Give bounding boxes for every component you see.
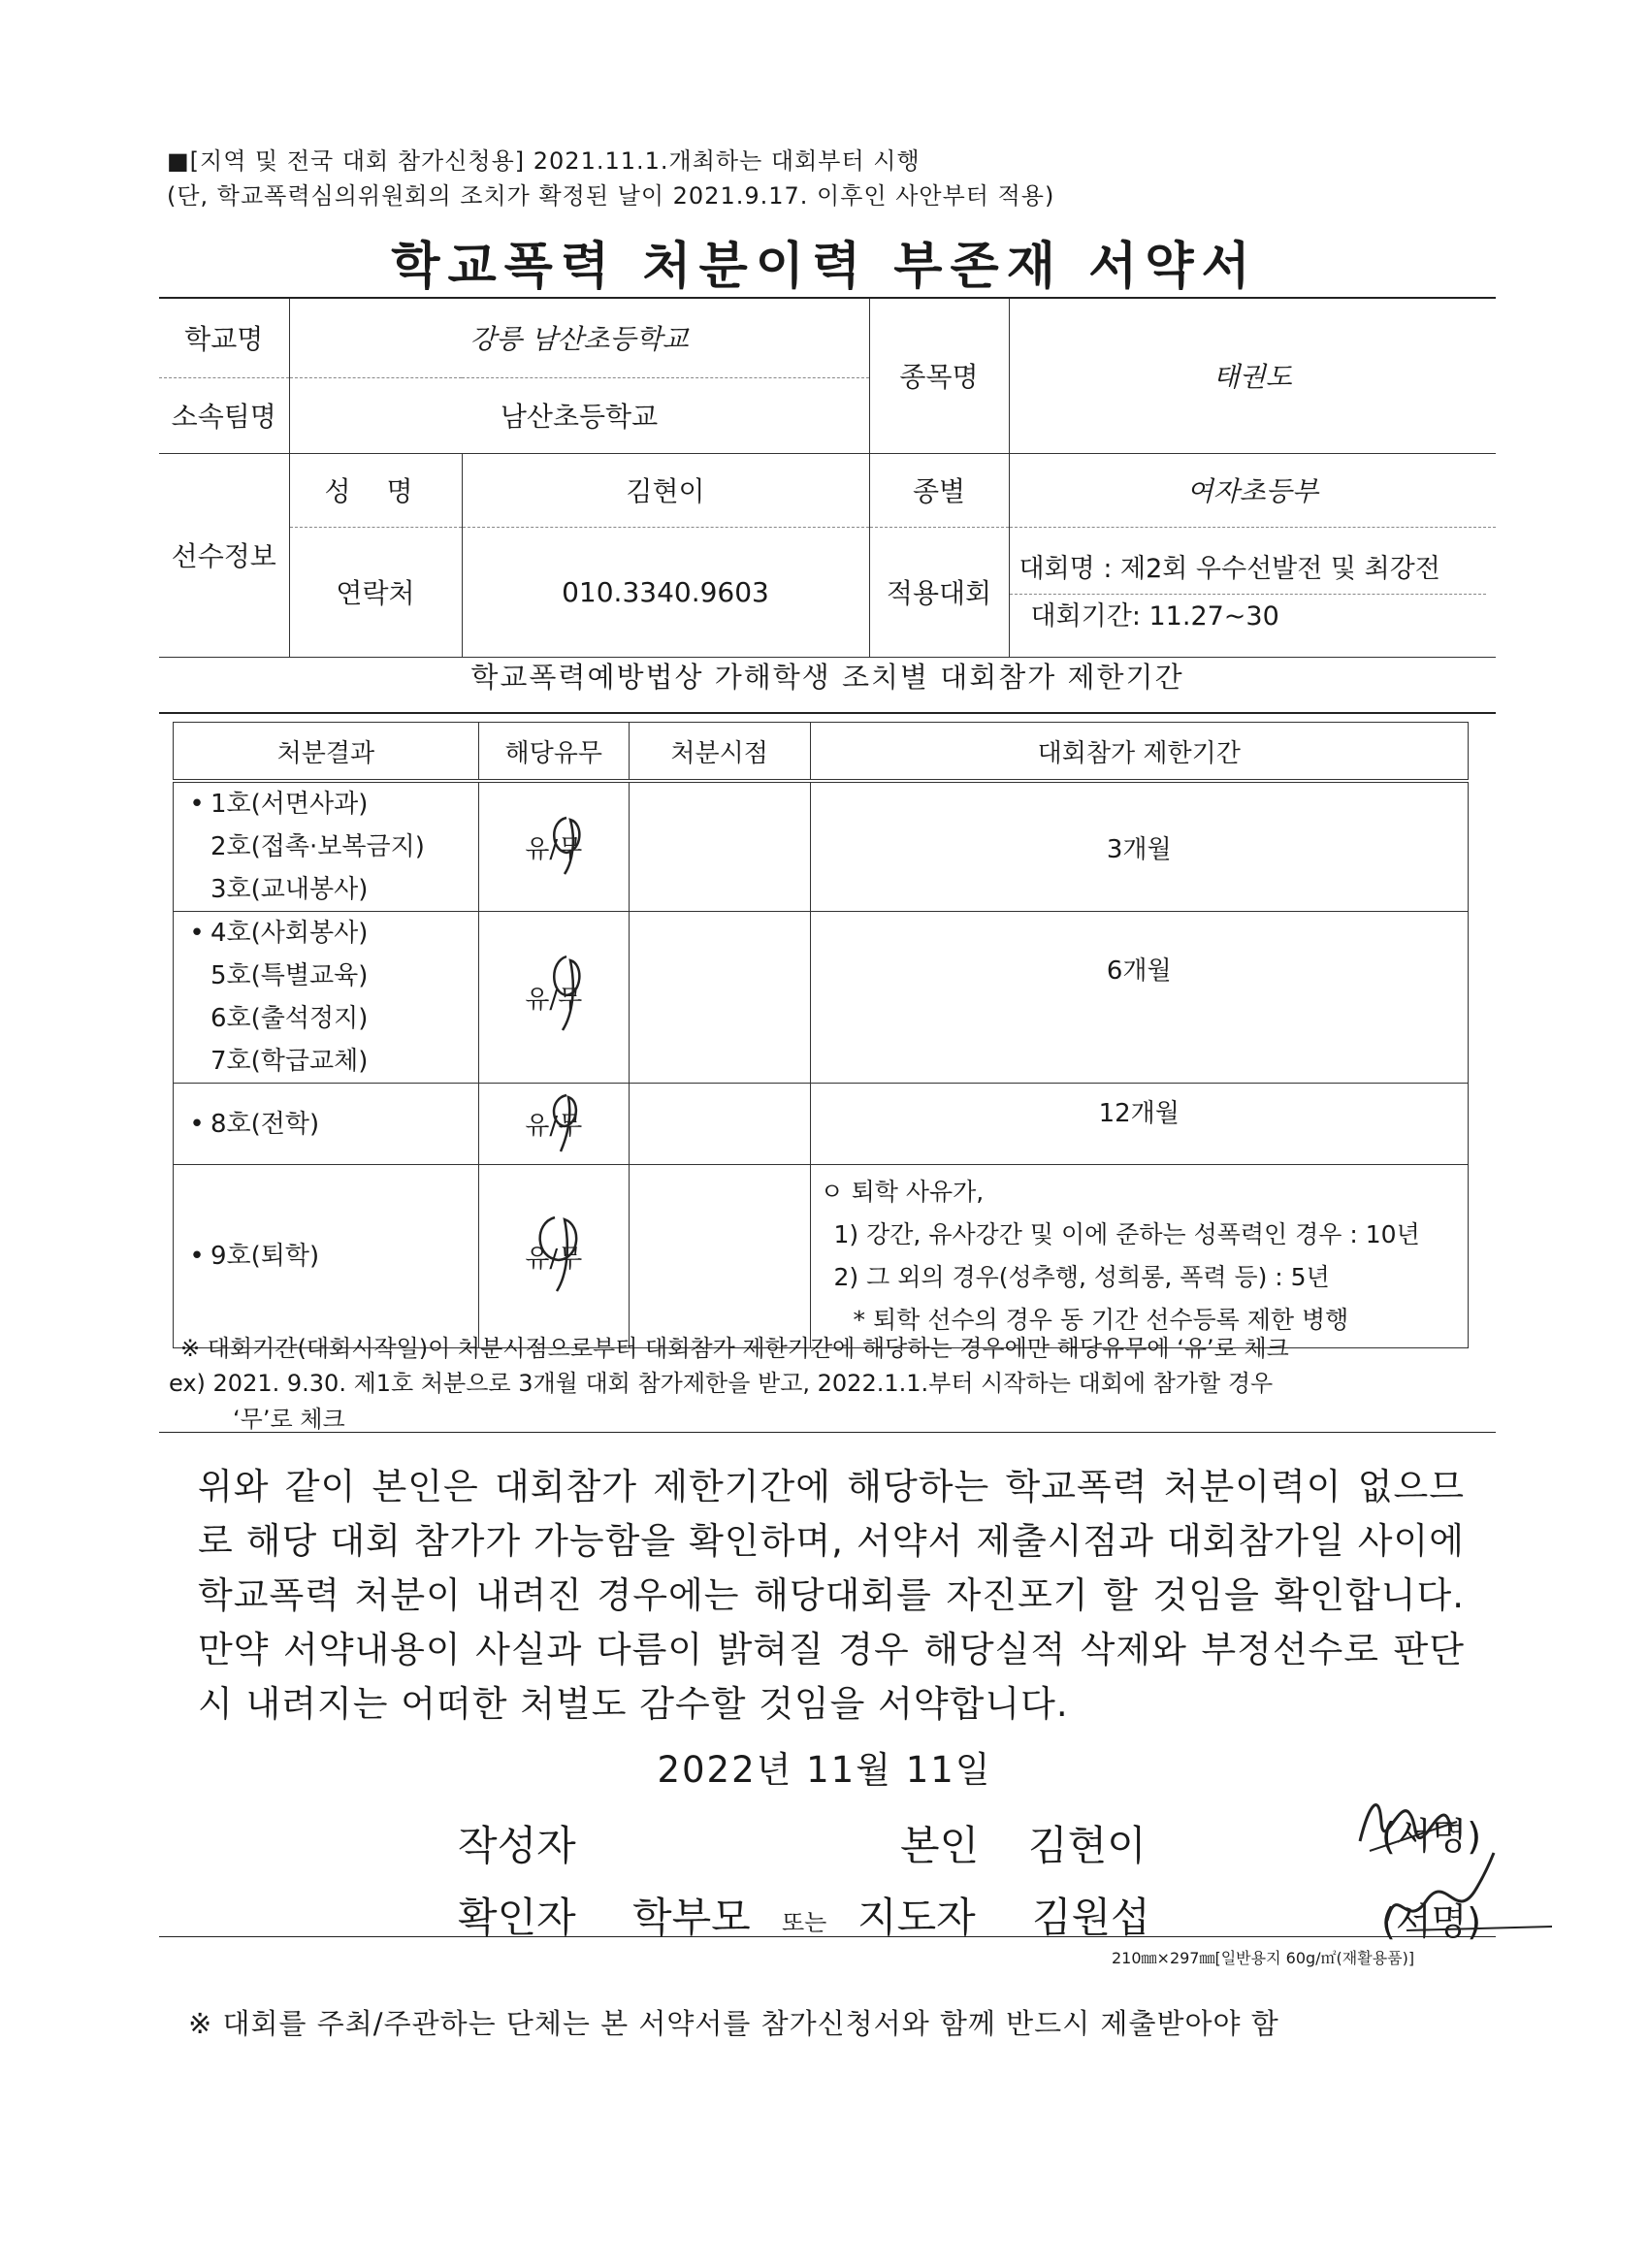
table-row [174,1084,1469,1165]
disposal-date[interactable] [629,912,810,1084]
confirmer-label: 확인자 [458,1894,576,1941]
school-label: 학교명 [159,298,289,377]
applicable-check[interactable]: 유/무 [525,985,583,1015]
table-row [174,1165,1469,1348]
expulsion-note-line: * 퇴학 선수의 경우 동 기간 선수등록 제한 병행 [853,1306,1349,1334]
contact-value: 010.3340.9603 [462,527,869,657]
category-value: 여자초등부 [1009,453,1496,527]
measure-item: 7호(학급교체) [210,1047,369,1076]
header-limit: 대회참가 제한기간 [810,723,1468,782]
sign-label: (서명) [1381,1815,1482,1858]
footnote-example: ex) 2021. 9.30. 제1호 처분으로 3개월 대회 참가제한을 받고, 2022.1.1.부터 시작하는 대회에 참가할 경우 [169,1370,1274,1397]
applicable-check[interactable]: 유/무 [525,1244,583,1274]
measure-item: 6호(출석정지) [210,1004,369,1033]
handwritten-circle-mark [535,1091,594,1159]
disposal-date[interactable] [629,1165,810,1348]
footnote-rule [159,1432,1496,1433]
notice-line-1: ■[지역 및 전국 대회 참가신청용] 2021.11.1.개최하는 대회부터 시행 [167,147,921,175]
competition-period: 대회기간: 11.27~30 [1030,600,1279,632]
pledge-date: 2022년 11월 11일 [657,1749,992,1791]
header-result: 처분결과 [174,723,479,782]
measure-item: 4호(사회봉사) [210,919,369,948]
paper-spec: 210㎜×297㎜[일반용지 60g/㎡(재활용품)] [1112,1949,1415,1967]
sign-label: (서명) [1381,1900,1482,1943]
footnote-example-cont: ‘무’로 체크 [233,1406,345,1433]
measure-item: 2호(접촉·보복금지) [210,832,425,861]
bullet-icon: • [189,1109,205,1139]
notice-line-2: (단, 학교폭력심의위원회의 조치가 확정된 날이 2021.9.17. 이후인 사안부터 적용) [167,182,1055,210]
handwritten-circle-mark [537,951,596,1038]
expulsion-note-line: ㅇ 퇴학 사유가, [820,1178,985,1206]
handwritten-signature [1368,1843,1562,1950]
measure-item: 9호(퇴학) [210,1242,320,1271]
writer-label: 작성자 [458,1822,576,1869]
or-label: 또는 [782,1909,827,1936]
signature-rule [159,1936,1496,1937]
submission-note: ※ 대회를 주최/주관하는 단체는 본 서약서를 참가신청서와 함께 반드시 제출받아야 함 [188,2007,1279,2040]
competition-name: 대회명 : 제2회 우수선발전 및 최강전 [1010,545,1487,595]
handwritten-circle-mark [537,812,596,880]
expulsion-note-line: 2) 그 외의 경우(성추행, 성희롱, 폭력 등) : 5년 [833,1263,1330,1291]
self-label: 본인 [900,1822,980,1869]
disposal-date[interactable] [629,781,810,912]
bullet-icon: • [189,1242,205,1271]
applicable-check[interactable]: 유/무 [525,1112,583,1141]
category-label: 종별 [869,453,1009,527]
limit-period: 6개월 [810,912,1468,1084]
disposal-date[interactable] [629,1084,810,1165]
subtitle-rule [159,712,1496,714]
bullet-icon: • [189,919,205,948]
self-name: 김현이 [1028,1822,1147,1869]
parent-label: 학부모 [632,1894,751,1941]
applicable-check[interactable]: 유/무 [525,834,583,864]
header-date: 처분시점 [629,723,810,782]
measure-item: 8호(전학) [210,1109,320,1139]
coach-name: 김원섭 [1032,1894,1150,1941]
competition-label: 적용대회 [869,527,1009,657]
document-title: 학교폭력 처분이력 부존재 서약서 [391,238,1258,296]
contact-label: 연락처 [289,527,462,657]
measure-item: 5호(특별교육) [210,961,369,990]
coach-label: 지도자 [857,1894,976,1941]
expulsion-note-line: 1) 강간, 유사강간 및 이에 준하는 성폭력인 경우 : 10년 [833,1220,1420,1248]
header-applicable: 해당유무 [478,723,629,782]
measure-item: 1호(서면사과) [210,790,369,819]
event-value: 태권도 [1009,298,1496,453]
limit-period: 3개월 [810,781,1468,912]
bullet-icon: • [189,790,205,819]
applicant-info-table [159,297,1496,658]
handwritten-circle-mark [522,1204,599,1301]
school-value: 강릉 남산초등학교 [289,298,869,377]
name-value: 김현이 [462,453,869,527]
team-label: 소속팀명 [159,377,289,453]
footnote-check-rule: ※ 대회기간(대회시작일)이 처분시점으로부터 대회참가 제한기간에 해당하는 경우에만 해당유무에 ‘유’로 체크 [180,1335,1289,1362]
table-row [174,912,1469,1084]
table-row [174,781,1469,912]
team-value: 남산초등학교 [289,377,869,453]
player-info-label: 선수정보 [159,453,289,657]
pledge-text: 위와 같이 본인은 대회참가 제한기간에 해당하는 학교폭력 처분이력이 없으므로 해당 대회 참가가 가능함을 확인하며, 서약서 제출시점과 대회참가일 사이에 학교폭력 처분이 내려진 경우에는 해당대회를 자진포기 할 것임을 확인합니다. 만약 서약내용이 사실과 다름이 밝혀질 경우 해당실적 삭제와 부정선수로 판단 시 내려지는 어떠한 처벌도 감수할 것임을 서약합니다. [198,1466,1465,1725]
event-label: 종목명 [869,298,1009,453]
measures-table [173,722,1469,1348]
measure-item: 3호(교내봉사) [210,875,369,904]
limit-period: 12개월 [810,1084,1468,1165]
name-label: 성 명 [289,453,462,527]
restriction-subtitle: 학교폭력예방법상 가해학생 조치별 대회참가 제한기간 [470,661,1184,694]
